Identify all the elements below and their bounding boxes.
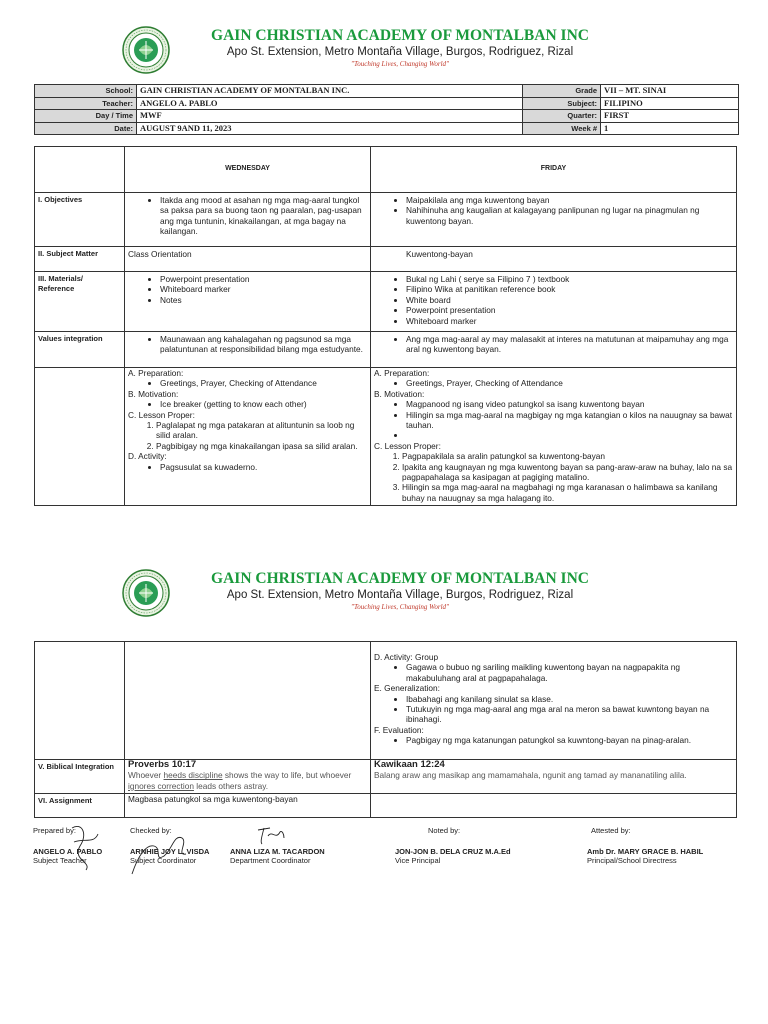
biblical-wed <box>125 760 371 794</box>
noted-name: JON-JON B. DELA CRUZ M.A.Ed <box>395 847 511 856</box>
assignment-wed: Magbasa patungkol sa mga kuwentong-bayan <box>125 794 371 818</box>
procedure-item: • Ice breaker (getting to know each other) <box>160 399 367 409</box>
values-label: Values integration <box>35 332 125 368</box>
procedure-item: • Tutukuyin ng mga mag-aaral ang mga aral na meron sa bawat kuwntong bayan na ibinahagi. <box>406 704 733 725</box>
procedure-item-list <box>374 378 733 388</box>
subject-matter-row <box>35 247 737 272</box>
procedure-item: 2. Ipakita ang kaugnayan ng mga kuwentong bayan sa pang-araw-araw na buhay, lalo na sa pagpapahalaga sa kasipagan at pagiging matalino. <box>402 462 733 483</box>
section-heading: C. Lesson Proper: <box>374 440 441 451</box>
teacher-label: Teacher: <box>35 97 137 110</box>
lesson-plan-table-page1 <box>34 146 737 506</box>
day-time-value: MWF <box>137 110 523 123</box>
procedure-item-list <box>128 462 367 472</box>
procedure-item: • Gagawa o bubuo ng sariling maikling kuwentong bayan na nagpapakita ng makabuluhang aral at pagpapahalaga. <box>406 662 733 683</box>
procedure-item: • Pagbigay ng mga katanungan patungkol sa kuwntong-bayan na pinag-aralan. <box>406 735 733 745</box>
biblical-row <box>35 760 737 794</box>
procedure-item: 1. Pagpapakilala sa aralin patungkol sa kuwentong-bayan <box>402 451 733 461</box>
week-value: 1 <box>601 122 739 135</box>
verse-text: Balang araw ang masikap ang mamamahala, ngunit ang tamad ay mananatiling alila. <box>374 770 687 781</box>
objectives-label: I. Objectives <box>35 193 125 247</box>
prepared-label: Prepared by: <box>33 826 76 835</box>
materials-label: III. Materials/ Reference <box>35 272 125 332</box>
material-item: • Bukal ng Lahi ( serye sa Filipino 7 ) textbook <box>406 274 733 284</box>
prepared-role: Subject Teacher <box>33 856 87 865</box>
objective-item-list <box>128 195 367 237</box>
procedure-fri <box>371 368 737 506</box>
procedure-item-list <box>374 694 733 725</box>
noted-label: Noted by: <box>428 826 461 835</box>
verse-reference: Kawikaan 12:24 <box>374 759 445 770</box>
verse-underline: ignores correction <box>128 780 194 791</box>
school-motto: "Touching Lives, Changing World" <box>351 603 449 611</box>
subject-matter-fri-text: Kuwentong-bayan <box>406 249 473 259</box>
materials-row <box>35 272 737 332</box>
procedure-item: • Hilingin sa mga mag-aaral na magbigay ng mga katangian o kilos na nauugnay sa bawat tauhan. <box>406 410 733 431</box>
procedure-item: • Ibabahagi ang kanilang sinulat sa klase. <box>406 694 733 704</box>
procedure-cont-wed <box>125 642 371 760</box>
col-wednesday: WEDNESDAY <box>125 147 371 193</box>
info-row <box>35 122 739 135</box>
signature-scribble <box>124 826 194 878</box>
empty-bullet <box>406 430 733 440</box>
signature-scribble <box>254 822 288 848</box>
value-item-list <box>374 334 733 355</box>
procedure-item-list <box>374 662 733 683</box>
grade-label: Grade <box>523 85 601 98</box>
attested-name: Amb Dr. MARY GRACE B. HABIL <box>587 847 704 856</box>
school-name: GAIN CHRISTIAN ACADEMY OF MONTALBAN INC <box>211 570 589 587</box>
procedure-continued-row <box>35 642 737 760</box>
procedure-item-list <box>128 420 367 451</box>
procedure-label <box>35 368 125 506</box>
page-header-2 <box>0 569 768 619</box>
verse-part: Whoever <box>128 770 164 781</box>
procedure-item: 2. Pagbibigay ng mga kinakailangan ipasa sa silid aralan. <box>156 441 367 451</box>
attested-role: Principal/School Directress <box>587 856 677 865</box>
values-row <box>35 332 737 368</box>
objective-item: • Nahihinuha ang kaugalian at kalagayang panlipunan ng lugar na pinagmulan ng kuwentong bayan. <box>406 205 733 226</box>
section-heading: B. Motivation: <box>128 388 179 399</box>
assignment-label: VI. Assignment <box>35 794 125 818</box>
value-item-list <box>128 334 367 355</box>
week-label: Week # <box>523 122 601 135</box>
verse-underline: heeds discipline <box>163 770 223 781</box>
noted-by-block <box>395 826 511 865</box>
materials-wed <box>125 272 371 332</box>
grade-value: VII – MT. SINAI <box>601 85 739 98</box>
section-heading: F. Evaluation: <box>374 724 424 735</box>
quarter-value: FIRST <box>601 110 739 123</box>
material-item: • Whiteboard marker <box>160 284 367 294</box>
material-item-list <box>374 274 733 326</box>
checked-label: Checked by: <box>130 826 172 835</box>
prepared-name: ANGELO A. PABLO <box>33 847 103 856</box>
checked-name: ARNHIE JOY L. VISDA <box>130 847 210 856</box>
subject-matter-wed: Class Orientation <box>125 247 371 272</box>
plan-header-row <box>35 147 737 193</box>
section-heading: A. Preparation: <box>374 368 430 378</box>
info-row <box>35 85 739 98</box>
page-header-1 <box>0 26 768 76</box>
value-item: • Ang mga mag-aaral ay may malasakit at interes na matutunan at maipamuhay ang mga aral ng kuwentong bayan. <box>406 334 733 355</box>
info-row <box>35 97 739 110</box>
procedure-wed <box>125 368 371 506</box>
procedure-item: 1. Paglalapat ng mga patakaran at alituntunin sa loob ng silid aralan. <box>156 420 367 441</box>
school-motto: "Touching Lives, Changing World" <box>351 60 449 68</box>
lesson-info-table <box>34 84 739 135</box>
attested-by-block <box>587 826 703 865</box>
value-item: • Maunawaan ang kahalagahan ng pagsunod sa mga palatuntunan at responsibilidad bilang mga estudyante. <box>160 334 367 355</box>
school-address: Apo St. Extension, Metro Montaña Village, Burgos, Rodriguez, Rizal <box>226 589 574 601</box>
info-row <box>35 110 739 123</box>
subject-matter-label: II. Subject Matter <box>35 247 125 272</box>
material-item: • Powerpoint presentation <box>160 274 367 284</box>
material-item: • White board <box>406 295 733 305</box>
procedure-cont-label <box>35 642 125 760</box>
section-heading: C. Lesson Proper: <box>128 409 195 420</box>
verse-reference: Proverbs 10:17 <box>128 759 197 770</box>
quarter-label: Quarter: <box>523 110 601 123</box>
values-fri <box>371 332 737 368</box>
verse-part: shows the way to life, but whoever <box>222 770 352 781</box>
objective-item-list <box>374 195 733 226</box>
procedure-item-list <box>374 451 733 503</box>
material-item-list <box>128 274 367 305</box>
date-value: AUGUST 9AND 11, 2023 <box>137 122 523 135</box>
procedure-item: 3. Hilingin sa mga mag-aaral na magbahagi ng mga karanasan o halimbawa sa kanilang buhay na nauugnay sa mga halagang ito. <box>402 482 733 503</box>
checked-role: Subject Coordinator <box>130 856 197 865</box>
biblical-label: V. Biblical Integration <box>35 760 125 794</box>
signature-scribble <box>58 820 108 874</box>
objectives-fri <box>371 193 737 247</box>
lesson-plan-table-page2 <box>34 641 737 818</box>
values-wed <box>125 332 371 368</box>
biblical-fri <box>371 760 737 794</box>
procedure-item: • Greetings, Prayer, Checking of Attendance <box>406 378 733 388</box>
corner-cell <box>35 147 125 193</box>
material-item: • Whiteboard marker <box>406 316 733 326</box>
procedure-item-list <box>128 378 367 388</box>
procedure-item: • Pagsusulat sa kuwaderno. <box>160 462 367 472</box>
date-label: Date: <box>35 122 137 135</box>
section-heading: D. Activity: <box>128 451 167 462</box>
material-item: • Filipino Wika at panitikan reference book <box>406 284 733 294</box>
procedure-cont-fri <box>371 642 737 760</box>
objectives-row <box>35 193 737 247</box>
procedure-item-list <box>128 399 367 409</box>
school-label: School: <box>35 85 137 98</box>
attested-label: Attested by: <box>591 826 631 835</box>
department-role: Department Coordinator <box>230 856 311 865</box>
assignment-fri <box>371 794 737 818</box>
materials-fri <box>371 272 737 332</box>
day-time-label: Day / Time <box>35 110 137 123</box>
procedure-item: • Magpanood ng isang video patungkol sa isang kuwentong bayan <box>406 399 733 409</box>
procedure-row <box>35 368 737 506</box>
section-heading: D. Activity: Group <box>374 652 439 662</box>
teacher-value: ANGELO A. PABLO <box>137 97 523 110</box>
section-heading: E. Generalization: <box>374 683 440 694</box>
department-name: ANNA LIZA M. TACARDON <box>230 847 325 856</box>
objective-item: • Itakda ang mood at asahan ng mga mag-aaral tungkol sa paksa para sa buong taon ng paaralan, pag-usapan ang mga tuntunin, kinakailangan, at mga bagay na kailangan. <box>160 195 367 237</box>
procedure-item-list <box>374 399 733 430</box>
noted-role: Vice Principal <box>395 856 441 865</box>
verse-text <box>128 770 367 791</box>
material-item: • Powerpoint presentation <box>406 305 733 315</box>
school-value: GAIN CHRISTIAN ACADEMY OF MONTALBAN INC. <box>137 85 523 98</box>
section-heading: A. Preparation: <box>128 368 184 378</box>
section-heading: B. Motivation: <box>374 388 425 399</box>
subject-value: FILIPINO <box>601 97 739 110</box>
empty-bullet-list <box>374 430 733 440</box>
material-item: • Notes <box>160 295 367 305</box>
school-address: Apo St. Extension, Metro Montaña Village, Burgos, Rodriguez, Rizal <box>226 46 574 58</box>
subject-matter-fri <box>371 247 737 272</box>
school-name: GAIN CHRISTIAN ACADEMY OF MONTALBAN INC <box>211 27 589 44</box>
assignment-row <box>35 794 737 818</box>
verse-part: leads others astray. <box>193 780 269 791</box>
procedure-item-list <box>374 735 733 745</box>
objective-item: • Maipakilala ang mga kuwentong bayan <box>406 195 733 205</box>
subject-label: Subject: <box>523 97 601 110</box>
objectives-wed <box>125 193 371 247</box>
procedure-item: • Greetings, Prayer, Checking of Attendance <box>160 378 367 388</box>
col-friday: FRIDAY <box>371 147 737 193</box>
